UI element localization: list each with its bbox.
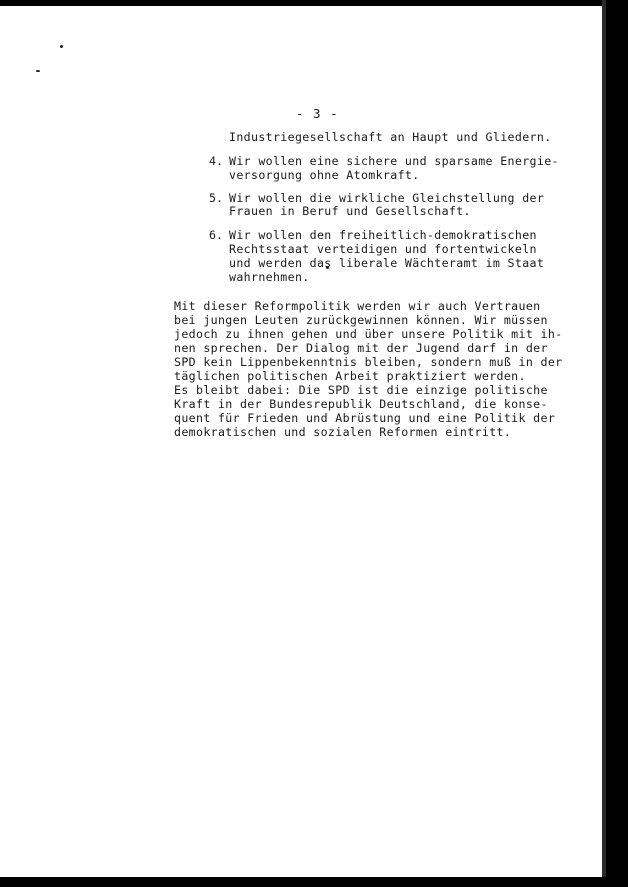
list-item-line: und werden das liberale Wächteramt im Staat (229, 256, 545, 270)
list-item-line: wahrnehmen. (229, 270, 310, 284)
paragraph-line: nen sprechen. Der Dialog mit der Jugend darf in der (174, 341, 548, 355)
list-item-number: 5. (209, 191, 223, 205)
paragraph-line: jedoch zu ihnen gehen und über unsere Politik mit ih- (174, 327, 563, 341)
scan-frame-bottom (0, 877, 628, 887)
page-number: - 3 - (296, 106, 339, 121)
list-item-line: Wir wollen den freiheitlich-demokratischen (229, 228, 537, 242)
scan-speck (36, 70, 40, 72)
list-item-line: Frauen in Beruf und Gesellschaft. (229, 204, 471, 218)
paragraph-line: Mit dieser Reformpolitik werden wir auch Vertrauen (174, 299, 541, 313)
paragraph-line: demokratischen und sozialen Reformen eintritt. (174, 425, 512, 439)
list-item-line: Rechtsstaat verteidigen und fortentwickeln (229, 242, 537, 256)
scan-frame-right (606, 0, 628, 887)
paragraph-line: quent für Frieden und Abrüstung und eine Politik der (174, 411, 556, 425)
paragraph-line: bei jungen Leuten zurückgewinnen können. Wir müssen (174, 313, 548, 327)
paragraph-line: Es bleibt dabei: Die SPD ist die einzige politische (174, 383, 548, 397)
list-item-number: 4. (209, 154, 223, 168)
paragraph-line: SPD kein Lippenbekenntnis bleiben, sondern muß in der (174, 355, 563, 369)
list-item-line: Wir wollen die wirkliche Gleichstellung der (229, 191, 545, 205)
list-item-line: Wir wollen eine sichere und sparsame Energie- (229, 154, 559, 168)
paragraph-line: täglichen politischen Arbeit praktiziert werden. (174, 369, 526, 383)
paragraph-line: Kraft in der Bundesrepublik Deutschland, die konse- (174, 397, 548, 411)
continuation-line: Industriegesellschaft an Haupt und Gliedern. (229, 130, 552, 144)
scan-speck (60, 45, 63, 48)
scan-frame-right-inner (602, 0, 606, 887)
list-item-line: versorgung ohne Atomkraft. (229, 168, 420, 182)
scan-frame-top (0, 0, 628, 6)
list-item-number: 6. (209, 228, 223, 242)
